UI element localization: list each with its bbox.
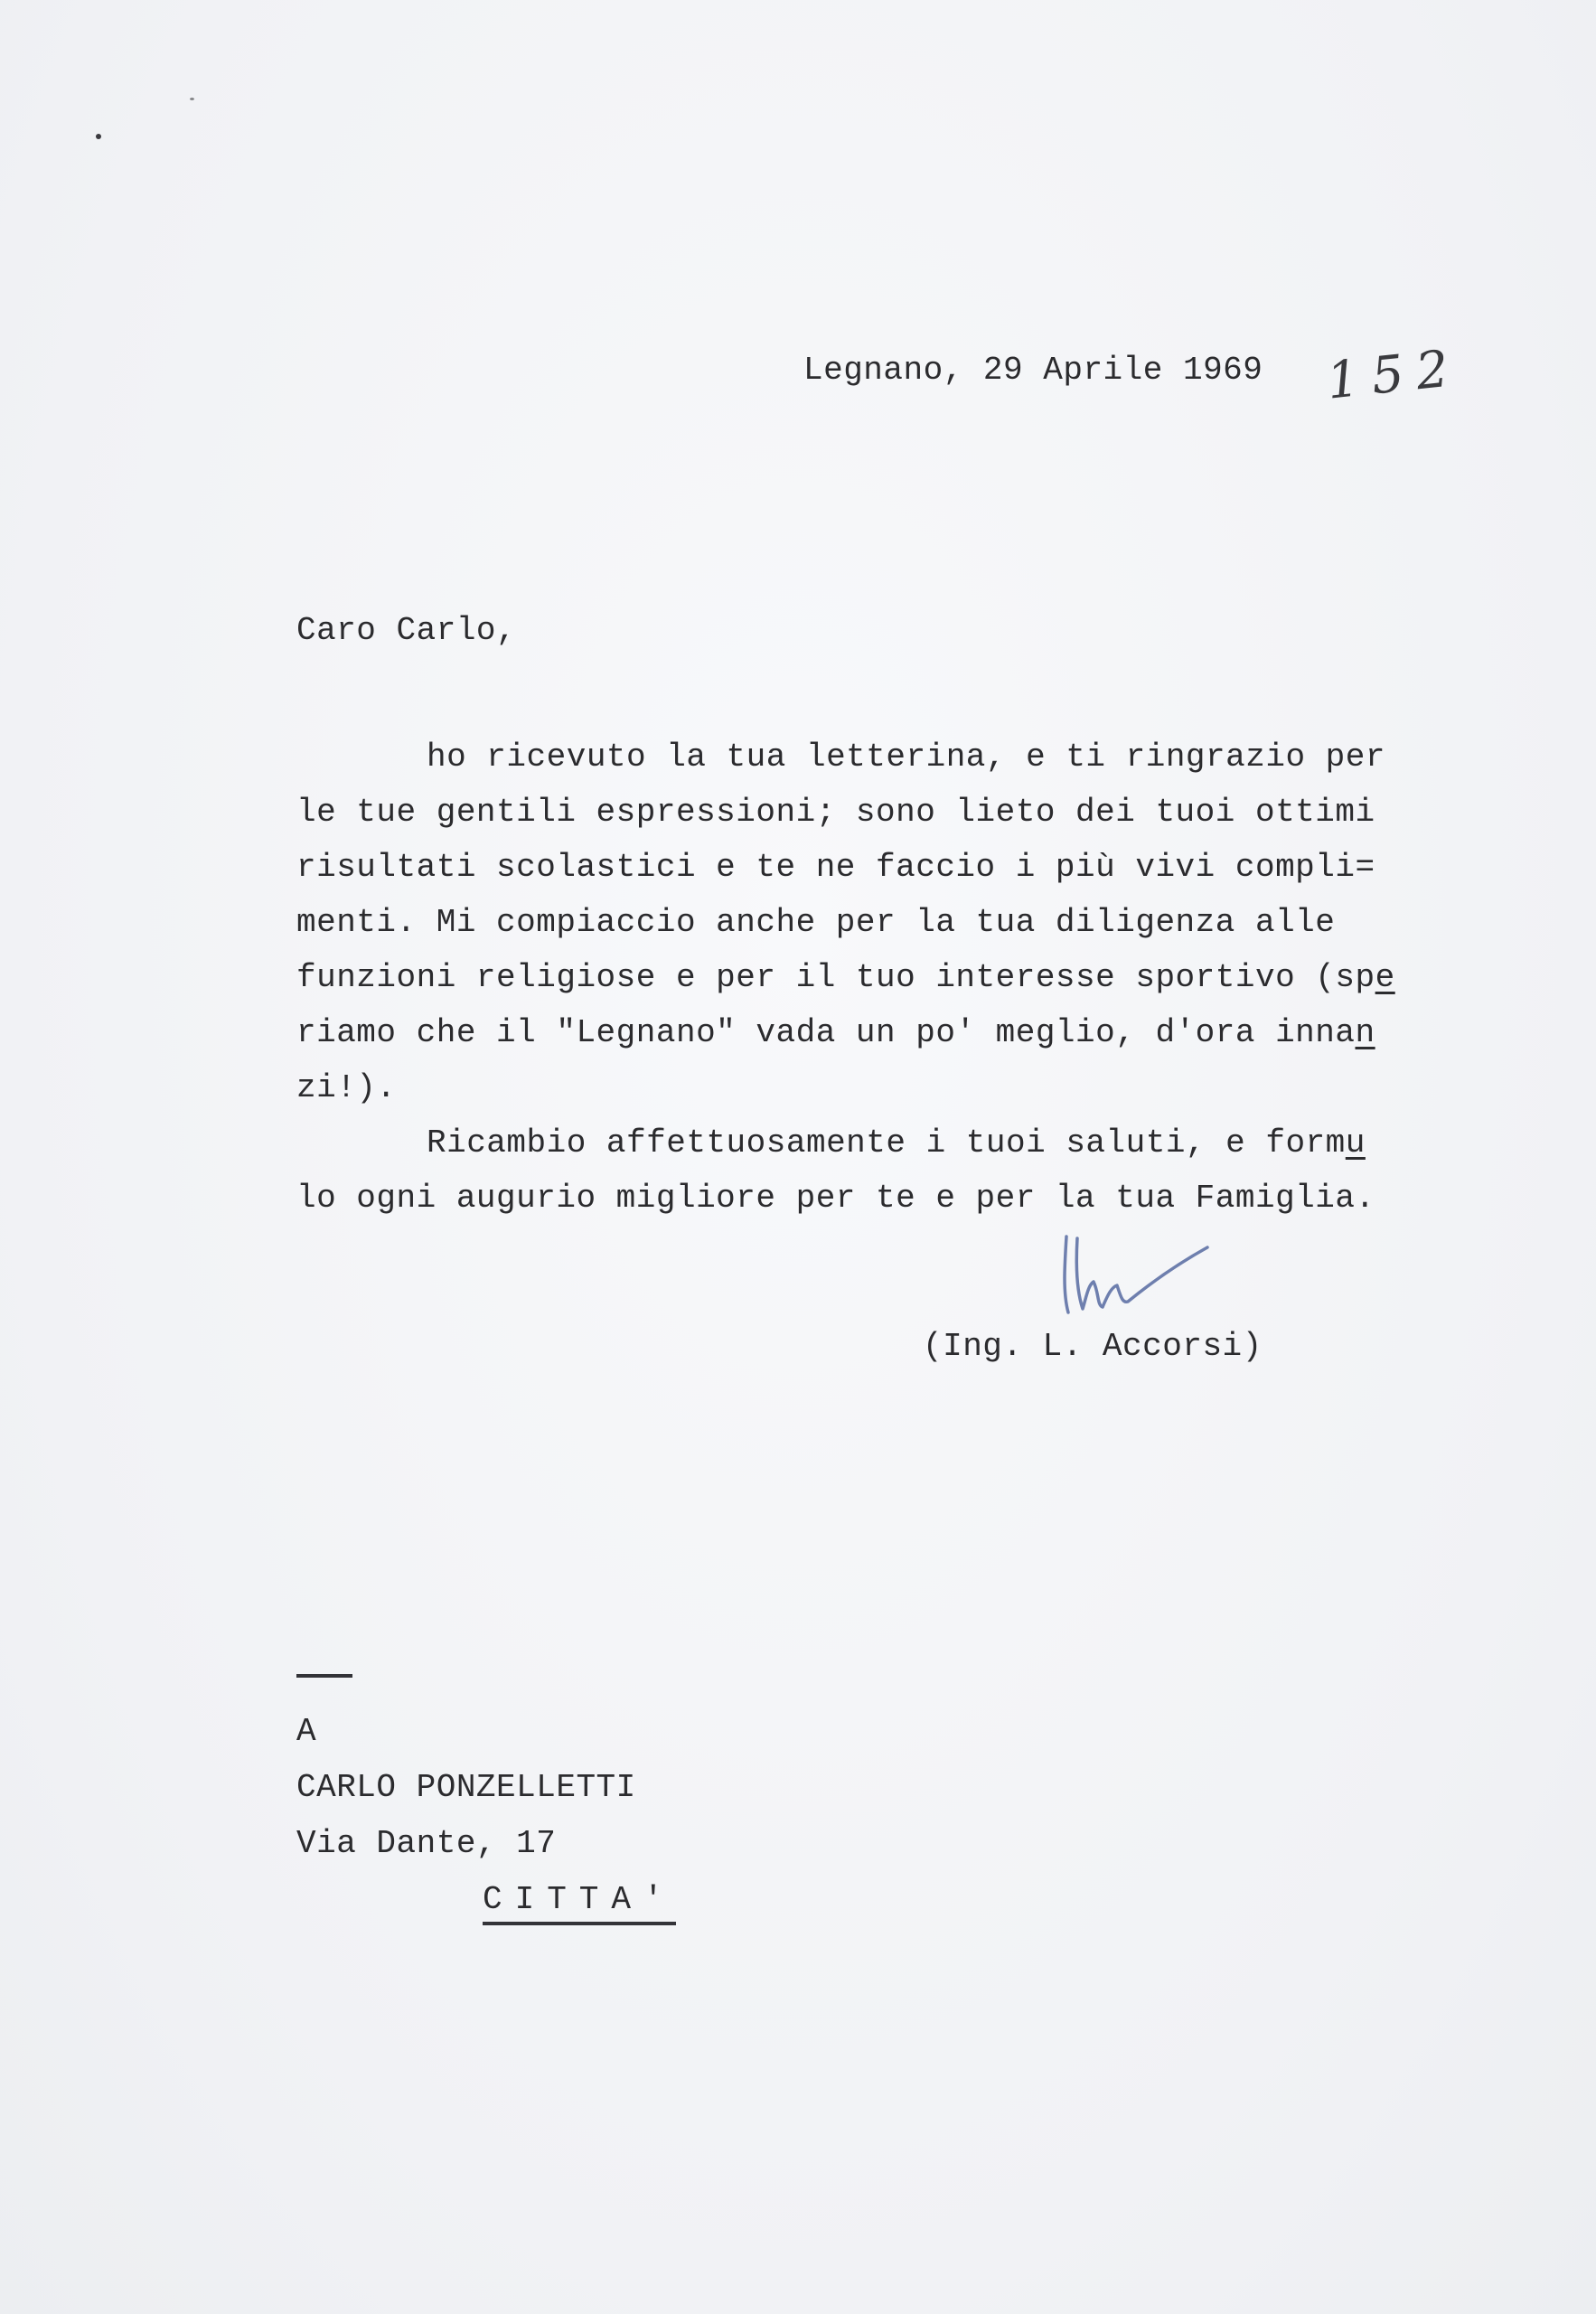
body-line-8-underlined: u: [1345, 1124, 1366, 1162]
address-divider: [296, 1674, 352, 1678]
recipient-name: CARLO PONZELLETTI: [296, 1769, 636, 1806]
salutation: Caro Carlo,: [296, 612, 517, 649]
paper-speck: [190, 98, 194, 100]
body-line-2: le tue gentili espressioni; sono lieto dei tuoi ottimi: [296, 794, 1375, 831]
body-line-8: [427, 1124, 1366, 1162]
recipient-city: CITTA': [483, 1884, 676, 1925]
body-line-6-underlined: n: [1355, 1014, 1375, 1051]
body-line-7: zi!).: [296, 1069, 397, 1106]
body-line-5-text: funzioni religiose e per il tuo interesse sportivo (sp: [296, 959, 1375, 996]
body-line-5-underlined: e: [1375, 959, 1395, 996]
body-line-9: lo ogni augurio migliore per te e per la tua Famiglia.: [296, 1180, 1375, 1217]
letter-date: Legnano, 29 Aprile 1969: [803, 352, 1263, 389]
body-line-3: risultati scolastici e te ne faccio i più vivi compli=: [296, 849, 1375, 886]
body-line-6: [296, 1014, 1375, 1051]
handwritten-page-number: 152: [1324, 338, 1464, 411]
body-line-6-text: riamo che il "Legnano" vada un po' meglio, d'ora inna: [296, 1014, 1356, 1051]
signatory-name: (Ing. L. Accorsi): [923, 1328, 1263, 1365]
body-line-1: ho ricevuto la tua letterina, e ti ringrazio per: [427, 738, 1385, 776]
recipient-street: Via Dante, 17: [296, 1825, 557, 1862]
handwritten-signature: [1057, 1229, 1211, 1320]
body-line-8-text: Ricambio affettuosamente i tuoi saluti, e form: [427, 1124, 1346, 1162]
address-prefix: A: [296, 1713, 317, 1750]
paper-speck: [96, 134, 101, 139]
body-line-4: menti. Mi compiaccio anche per la tua diligenza alle: [296, 904, 1336, 941]
body-line-5: [296, 959, 1395, 996]
